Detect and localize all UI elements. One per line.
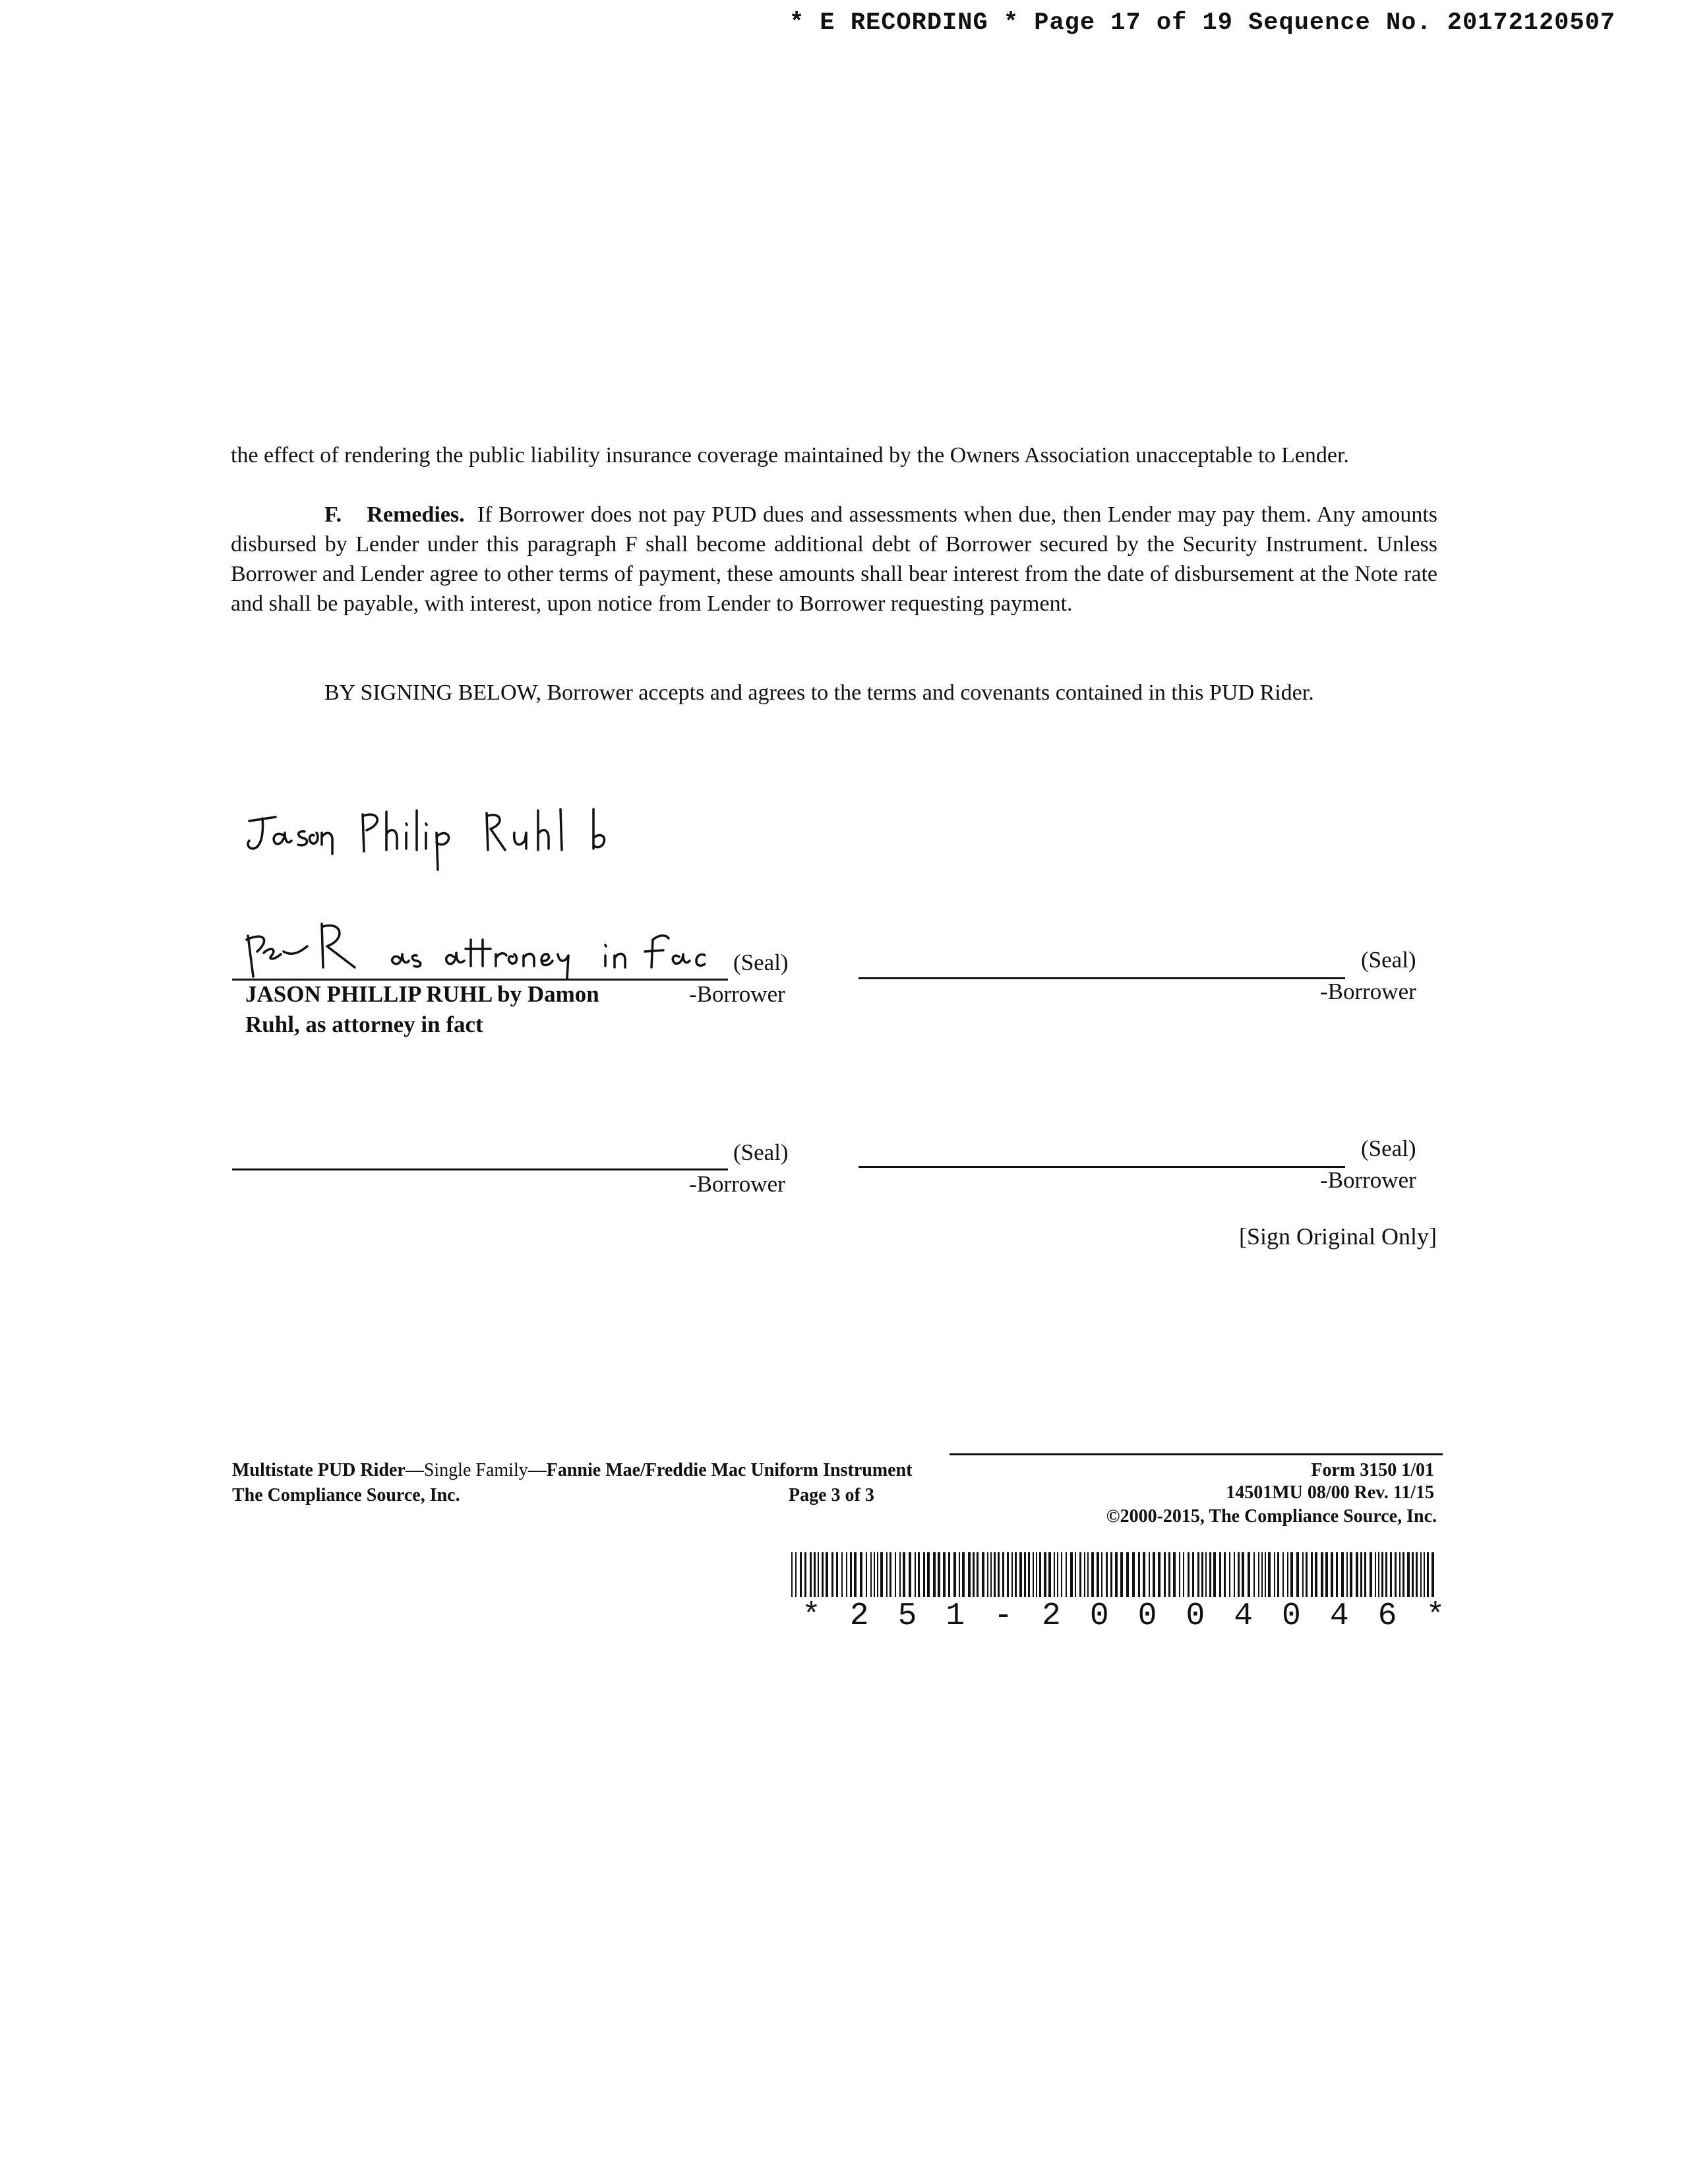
barcode-bar: [1054, 1552, 1055, 1597]
barcode-bar: [909, 1552, 911, 1597]
footer-page: Page 3 of 3: [789, 1485, 874, 1505]
barcode-bar: [1331, 1552, 1333, 1597]
barcode-bar: [1188, 1552, 1190, 1597]
barcode-bar: [791, 1552, 793, 1597]
barcode-bar: [1290, 1552, 1293, 1597]
barcode-bar: [1101, 1552, 1102, 1597]
barcode-bar: [1192, 1552, 1194, 1597]
barcode-bar: [1311, 1552, 1313, 1597]
seal-label-2: (Seal): [1361, 947, 1416, 973]
barcode-bar: [1197, 1552, 1199, 1597]
signing-statement: BY SIGNING BELOW, Borrower accepts and agrees to the terms and covenants contained in this PUD Rider.: [324, 681, 1314, 705]
remedies-title: Remedies.: [367, 502, 465, 527]
barcode-bar: [831, 1552, 833, 1597]
barcode-bar: [1346, 1552, 1348, 1597]
barcode-bar: [1375, 1552, 1376, 1597]
barcode-bar: [998, 1552, 1000, 1597]
barcode-bar: [915, 1552, 916, 1597]
handwritten-line2-text: as attorney in fact: [244, 920, 249, 921]
barcode-bar: [903, 1552, 905, 1597]
barcode-bar: [1002, 1552, 1004, 1597]
barcode-bar: [889, 1552, 891, 1597]
barcode-bar: [1205, 1552, 1207, 1597]
barcode-bar: [959, 1552, 960, 1597]
barcode-bar: [1238, 1552, 1240, 1597]
barcode-bar: [1306, 1552, 1308, 1597]
footer-title-part1: Multistate PUD Rider: [232, 1460, 406, 1480]
barcode-bar: [804, 1552, 806, 1597]
barcode-bar: [973, 1552, 975, 1597]
barcode-bar: [1007, 1552, 1009, 1597]
footer-title: [232, 1460, 912, 1481]
sign-original-only: [Sign Original Only]: [1239, 1223, 1437, 1250]
barcode-bar: [1412, 1552, 1414, 1597]
barcode-bar: [1110, 1552, 1112, 1597]
barcode-bar: [1296, 1552, 1299, 1597]
seal-label-4: (Seal): [1361, 1136, 1416, 1161]
footer-title-part2: —Single Family—: [405, 1460, 547, 1480]
barcode-text: *251-20004046*: [802, 1598, 1474, 1634]
barcode-bar: [1360, 1552, 1362, 1597]
barcode-bar: [854, 1552, 857, 1597]
barcode-bar: [1219, 1552, 1221, 1597]
body-paragraph-1: the effect of rendering the public liability insurance coverage maintained by the Owners Association unacceptable to Lender.: [231, 443, 1349, 468]
barcode-bar: [1253, 1552, 1255, 1597]
barcode-bar: [1158, 1552, 1160, 1597]
barcode-bar: [1132, 1552, 1135, 1597]
seal-label-3: (Seal): [733, 1139, 789, 1165]
barcode-bar: [1084, 1552, 1085, 1597]
barcode-bar: [1048, 1552, 1051, 1597]
barcode-bar: [1179, 1552, 1180, 1597]
barcode-bar: [1024, 1552, 1026, 1597]
barcode-bar: [1224, 1552, 1226, 1597]
barcode-bar: [923, 1552, 925, 1597]
barcode-bar: [822, 1552, 824, 1597]
barcode-bar: [968, 1552, 971, 1597]
footer-title-part3: Fannie Mae/Freddie Mac Uniform Instrument: [546, 1460, 913, 1480]
barcode-bar: [895, 1552, 896, 1597]
barcode-bar: [1229, 1552, 1230, 1597]
barcode-bar: [1079, 1552, 1081, 1597]
barcode-bar: [877, 1552, 878, 1597]
barcode-bar: [1066, 1552, 1067, 1597]
barcode-bar: [1019, 1552, 1022, 1597]
barcode-bar: [1265, 1552, 1266, 1597]
barcode-bar: [1120, 1552, 1123, 1597]
barcode-bar: [938, 1552, 940, 1597]
barcode-bar: [1143, 1552, 1145, 1597]
barcode-bar: [1395, 1552, 1397, 1597]
barcode-bar: [1209, 1552, 1211, 1597]
footer-copyright: ©2000-2015, The Compliance Source, Inc.: [1106, 1506, 1437, 1527]
borrower-label-1: -Borrower: [689, 981, 785, 1007]
barcode-bar: [1097, 1552, 1099, 1597]
barcode-bar: [953, 1552, 956, 1597]
remedies-paragraph: [231, 500, 1437, 619]
barcode-bar: [1213, 1552, 1216, 1597]
barcode-bar: [1268, 1552, 1271, 1597]
barcode-bar: [1033, 1552, 1034, 1597]
barcode-bar: [1282, 1552, 1284, 1597]
barcode-bar: [1402, 1552, 1404, 1597]
barcode-bar: [1315, 1552, 1317, 1597]
barcode-bar: [1364, 1552, 1366, 1597]
remedies-text: If Borrower does not pay PUD dues and assessments when due, then Lender may pay them. Any amounts disbursed by Lender under this paragraph F shall become additional debt of Borrower secured by the Security Instrument. Unless Borrower and Lender agree to other terms of payment, these amounts shall bear interest from the date of disbursement at the Note rate and shall be payable, with interest, upon notice from Lender to Borrower requesting payment.: [231, 502, 1438, 616]
borrower-label-4: -Borrower: [1320, 1167, 1416, 1193]
barcode-bar: [1070, 1552, 1073, 1597]
barcode-bar: [982, 1552, 984, 1597]
barcode-bar: [1242, 1552, 1244, 1597]
barcode-bar: [1106, 1552, 1108, 1597]
barcode-bar: [994, 1552, 996, 1597]
barcode-bar: [1168, 1552, 1170, 1597]
footer-rule: [950, 1453, 1443, 1455]
barcode-bar: [1420, 1552, 1422, 1597]
barcode-bar: [846, 1552, 847, 1597]
barcode-bar: [1370, 1552, 1372, 1597]
barcode-bar: [850, 1552, 852, 1597]
barcode-bar: [1234, 1552, 1235, 1597]
barcode-bar: [1381, 1552, 1383, 1597]
barcode-bar: [870, 1552, 872, 1597]
signer-1-name-line2: Ruhl, as attorney in fact: [245, 1012, 483, 1037]
barcode-bar: [1390, 1552, 1392, 1597]
barcode-bar: [977, 1552, 979, 1597]
barcode-bar: [1248, 1552, 1250, 1597]
signature-line-4: [859, 1166, 1345, 1168]
barcode-bar: [1039, 1552, 1041, 1597]
barcode-bar: [1432, 1552, 1434, 1597]
barcode-bar: [1341, 1552, 1344, 1597]
barcode-bar: [1011, 1552, 1013, 1597]
barcode-bar: [841, 1552, 843, 1597]
barcode-bar: [1399, 1552, 1401, 1597]
barcode-bar: [886, 1552, 888, 1597]
barcode-bar: [1287, 1552, 1288, 1597]
barcode-bar: [1321, 1552, 1323, 1597]
signer-1-name-line1: JASON PHILLIP RUHL by Damon: [245, 981, 599, 1007]
barcode-bar: [1153, 1552, 1155, 1597]
barcode-bar: [866, 1552, 867, 1597]
borrower-label-3: -Borrower: [689, 1171, 785, 1197]
barcode-bar: [1173, 1552, 1176, 1597]
barcode-bar: [1274, 1552, 1275, 1597]
barcode-bar: [1261, 1552, 1263, 1597]
barcode-bar: [1075, 1552, 1076, 1597]
barcode-bar: [933, 1552, 936, 1597]
barcode-bar: [1036, 1552, 1037, 1597]
barcode-bar: [860, 1552, 862, 1597]
barcode-bar: [1424, 1552, 1425, 1597]
barcode-bar: [1201, 1552, 1203, 1597]
barcode-bar: [880, 1552, 883, 1597]
barcode-bar: [826, 1552, 828, 1597]
barcode-bar: [814, 1552, 816, 1597]
barcode-bar: [1149, 1552, 1150, 1597]
barcode-bar: [1126, 1552, 1129, 1597]
barcode-bar: [899, 1552, 901, 1597]
recording-header: * E RECORDING * Page 17 of 19 Sequence No. 20172120507: [789, 9, 1615, 37]
barcode-bar: [818, 1552, 819, 1597]
barcode-bar: [1015, 1552, 1017, 1597]
barcode-bar: [1385, 1552, 1387, 1597]
barcode-bar: [874, 1552, 875, 1597]
footer-company: The Compliance Source, Inc.: [232, 1485, 460, 1505]
barcode-bar: [810, 1552, 812, 1597]
barcode-bar: [800, 1552, 802, 1597]
barcode-bar: [1407, 1552, 1410, 1597]
handwritten-name-signature: [244, 801, 613, 874]
barcode-bar: [918, 1552, 920, 1597]
barcode-bar: [1115, 1552, 1118, 1597]
barcode-bar: [1061, 1552, 1062, 1597]
barcode-bar: [1258, 1552, 1259, 1597]
barcode-bar: [1087, 1552, 1089, 1597]
signature-line-3: [232, 1168, 728, 1170]
barcode-bar: [1302, 1552, 1304, 1597]
barcode-bar: [1325, 1552, 1328, 1597]
barcode-bar: [1057, 1552, 1058, 1597]
barcode-bar: [987, 1552, 988, 1597]
remedies-label: F.: [324, 502, 342, 527]
barcode-bar: [795, 1552, 797, 1597]
barcode-bar: [1356, 1552, 1358, 1597]
barcode-bar: [927, 1552, 930, 1597]
barcode-bar: [962, 1552, 965, 1597]
barcode-bar: [1183, 1552, 1184, 1597]
barcode-bar: [1138, 1552, 1140, 1597]
barcode-bar: [1277, 1552, 1279, 1597]
signature-line-2: [859, 977, 1345, 979]
barcode-bar: [836, 1552, 838, 1597]
barcode-bar: [1028, 1552, 1030, 1597]
barcode-bar: [1416, 1552, 1418, 1597]
barcode-bar: [1044, 1552, 1046, 1597]
barcode-bar: [990, 1552, 992, 1597]
borrower-label-2: -Borrower: [1320, 979, 1416, 1004]
barcode-bar: [948, 1552, 950, 1597]
barcode-bar: [1164, 1552, 1166, 1597]
footer-revision: 14501MU 08/00 Rev. 11/15: [1226, 1482, 1434, 1503]
barcode-bar: [1427, 1552, 1429, 1597]
barcode-bar: [1336, 1552, 1338, 1597]
seal-label-1: (Seal): [733, 950, 789, 975]
barcode-bar: [1378, 1552, 1379, 1597]
barcode-bar: [943, 1552, 946, 1597]
footer-form: Form 3150 1/01: [1311, 1460, 1434, 1480]
handwritten-attorney-signature: [244, 920, 706, 979]
barcode-bar: [1350, 1552, 1352, 1597]
barcode-bar: [1091, 1552, 1094, 1597]
handwritten-line1-text: Jason Phillip Ruhl by: [244, 801, 250, 802]
